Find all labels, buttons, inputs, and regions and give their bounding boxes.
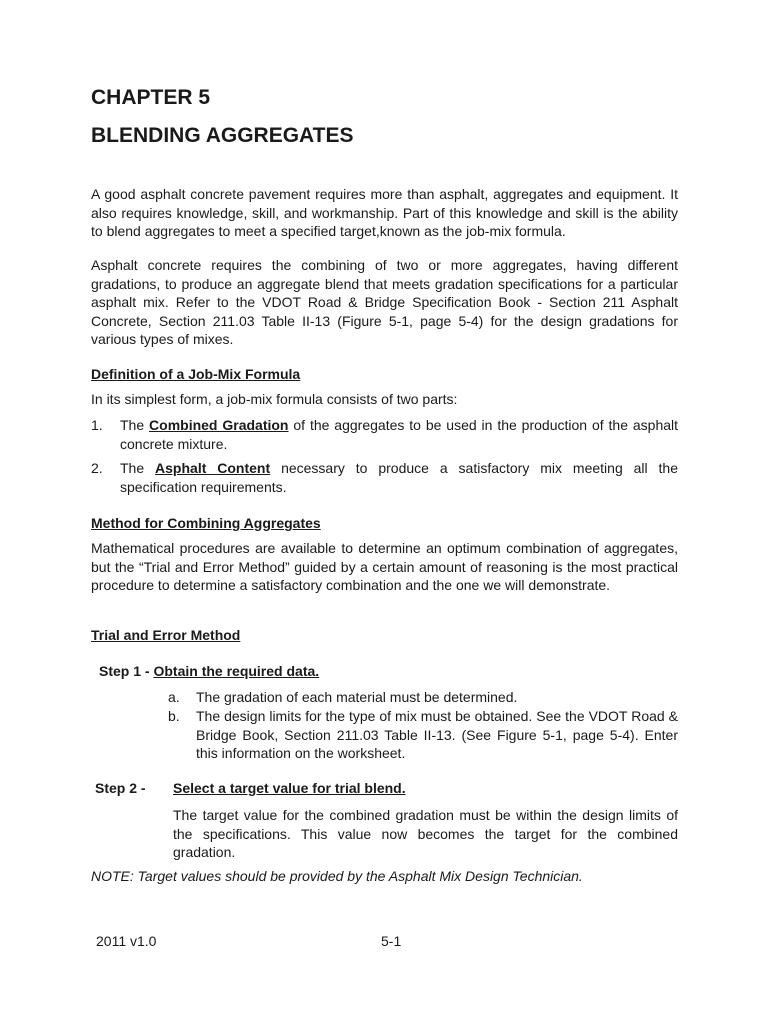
step-2-label: Step 2 - — [95, 780, 146, 796]
chapter-number: CHAPTER 5 — [91, 86, 211, 109]
trial-error-heading: Trial and Error Method — [91, 627, 241, 643]
list-text: The design limits for the type of mix must be obtained. See the VDOT Road & Bridge Book, Section 211.03 Table II-13. (See Figure 5-1, page 5-4). Enter this information on the worksheet. — [196, 708, 678, 761]
step-1-label: Step 1 - — [99, 663, 150, 679]
step-2-title: Select a target value for trial blend. — [173, 780, 406, 796]
list-letter: b. — [168, 708, 180, 724]
method-paragraph: Mathematical procedures are available to determine an optimum combination of aggregates, but the “Trial and Error Method” guided by a certain amount of reasoning is the most practical procedure to determine a satisfactory combination and the one we will demonstrate. — [91, 540, 678, 593]
step-1-heading — [99, 663, 319, 679]
list-item — [91, 416, 678, 453]
intro-paragraph-2: Asphalt concrete requires the combining of two or more aggregates, having different gradations, to produce an aggregate blend that meets gradation specifications for a particular asphalt mix. Refer to the VDOT Road & Bridge Specification Book - Section 211 Asphalt Concrete, Section 211.03 Table II-13 (Figure 5-1, page 5-4) for the design gradations for various types of mixes. — [91, 257, 678, 347]
list-text: The Combined Gradation of the aggregates to be used in the production of the asphalt concrete mixture. — [120, 417, 679, 452]
list-number: 1. — [91, 417, 103, 433]
definition-intro: In its simplest form, a job-mix formula consists of two parts: — [91, 391, 458, 407]
list-item — [168, 707, 678, 763]
list-item — [168, 688, 678, 707]
footer-page-number: 5-1 — [381, 933, 402, 949]
intro-paragraph-1: A good asphalt concrete pavement requires more than asphalt, aggregates and equipment. It also requires knowledge, skill, and workmanship. Part of this knowledge and skill is the ability to blend aggregates to meet a specified target,known as the job-mix formula. — [91, 186, 678, 239]
list-number: 2. — [91, 460, 103, 476]
definition-heading: Definition of a Job-Mix Formula — [91, 366, 301, 382]
chapter-title: BLENDING AGGREGATES — [91, 124, 354, 147]
term-combined-gradation: Combined Gradation — [149, 417, 289, 433]
footer-version: 2011 v1.0 — [96, 933, 157, 949]
term-asphalt-content: Asphalt Content — [155, 460, 271, 476]
list-text: The gradation of each material must be determined. — [196, 689, 518, 705]
list-letter: a. — [168, 689, 180, 705]
list-text: The Asphalt Content necessary to produce a satisfactory mix meeting all the specification requirements. — [120, 460, 679, 495]
note-text: NOTE: Target values should be provided by the Asphalt Mix Design Technician. — [91, 868, 583, 884]
method-heading: Method for Combining Aggregates — [91, 515, 321, 531]
step-1-title: Obtain the required data. — [153, 663, 320, 679]
step-2-paragraph: The target value for the combined gradation must be within the design limits of the specifications. This value now becomes the target for the combined gradation. — [173, 807, 678, 860]
list-item — [91, 459, 678, 496]
